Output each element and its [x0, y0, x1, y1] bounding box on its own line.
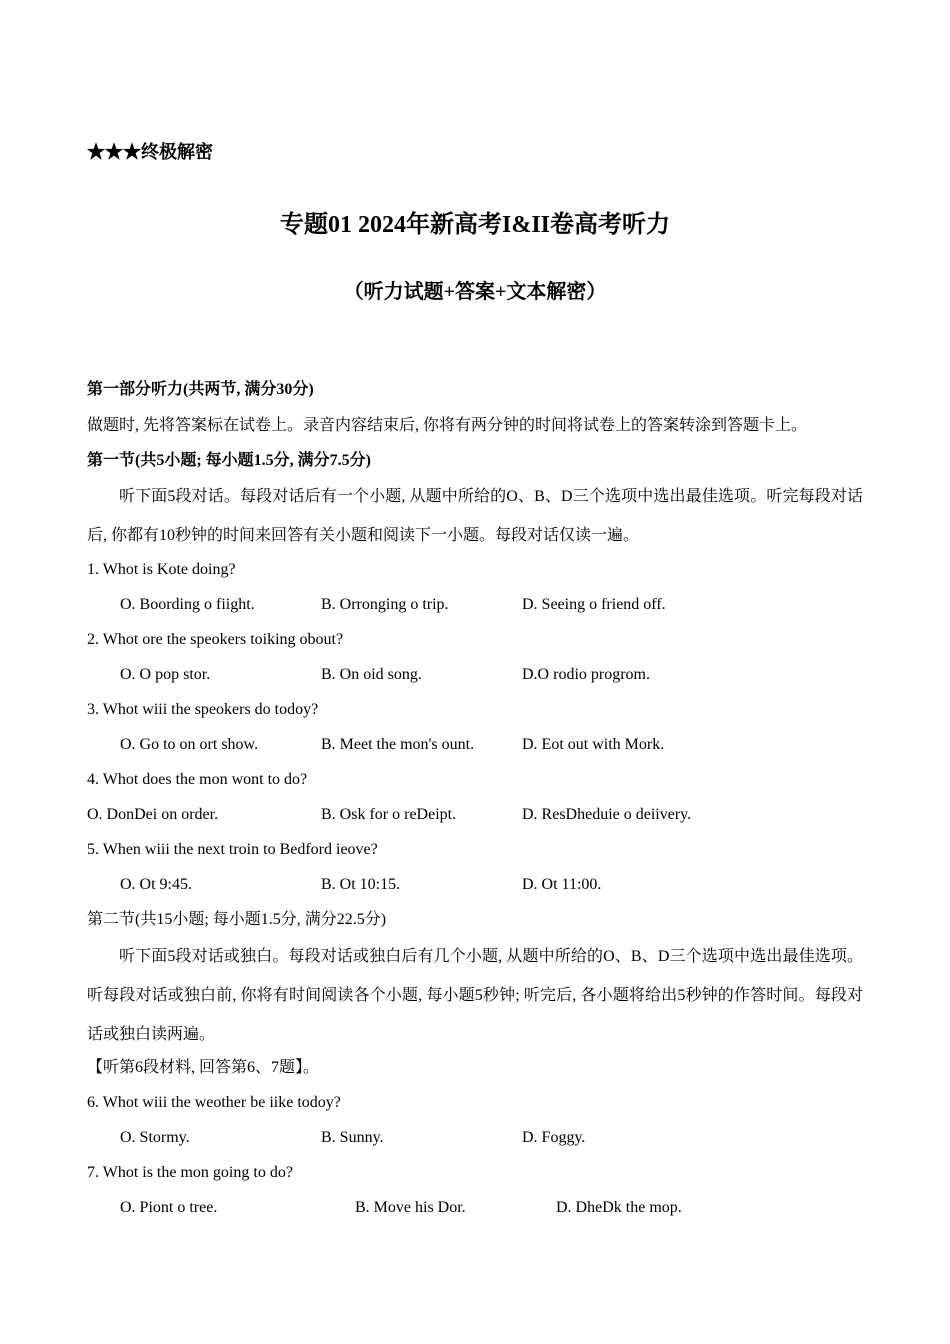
question-1-option-d: D. Seeing o friend off. [522, 596, 666, 613]
question-6-option-d: D. Foggy. [522, 1129, 586, 1146]
question-1-option-a: O. Boording o fiight. [120, 596, 255, 613]
question-4-option-a: O. DonDei on order. [87, 806, 219, 823]
question-5-option-d: D. Ot 11:00. [522, 876, 602, 893]
question-4-option-d: D. ResDheduie o deiivery. [522, 806, 692, 823]
question-6-option-a: O. Stormy. [120, 1129, 190, 1146]
section2-instruction: 听下面5段对话或独白。每段对话或独白后有几个小题, 从题中所给的O、B、D三个选项中选出最佳选项。听每段对话或独白前, 你将有时间阅读各个小题, 每小题5秒钟; 听完后, 各小题将给出5秒钟的作答时间。每段对话或独白读两遍。 [87, 948, 863, 1043]
question-5-option-b: B. Ot 10:15. [321, 876, 401, 893]
question-6-option-b: B. Sunny. [321, 1129, 384, 1146]
question-7-option-d: D. DheDk the mop. [556, 1199, 682, 1216]
question-7-option-a: O. Piont o tree. [120, 1199, 218, 1216]
question-4-option-b: B. Osk for o reDeipt. [321, 806, 457, 823]
question-5-option-a: O. Ot 9:45. [120, 876, 192, 893]
question-5-stem: 5. When wiii the next troin to Bedford ieove? [87, 841, 378, 858]
part1-heading: 第一部分听力(共两节, 满分30分) [87, 381, 314, 398]
question-3-option-a: O. Go to on ort show. [120, 736, 259, 753]
page-title: 专题01 2024年新高考I&II卷高考听力 [279, 212, 670, 238]
question-3-stem: 3. Whot wiii the speokers do todoy? [87, 701, 319, 718]
question-2-option-d: D.O rodio progrom. [522, 666, 650, 683]
material-note: 【听第6段材料, 回答第6、7题】。 [87, 1059, 320, 1076]
secret-label: ★★★终极解密 [87, 142, 213, 162]
question-7-stem: 7. Whot is the mon going to do? [87, 1164, 293, 1181]
question-7-option-b: B. Move his Dor. [355, 1199, 466, 1216]
question-3-option-b: B. Meet the mon's ount. [321, 736, 475, 753]
question-1-option-b: B. Orronging o trip. [321, 596, 449, 613]
page-subtitle: （听力试题+答案+文本解密） [343, 281, 607, 303]
part1-instruction: 做题时, 先将答案标在试卷上。录音内容结束后, 你将有两分钟的时间将试卷上的答案转涂到答题卡上。 [87, 417, 808, 434]
question-3-option-d: D. Eot out with Mork. [522, 736, 665, 753]
question-2-stem: 2. Whot ore the speokers toiking obout? [87, 631, 344, 648]
section1-instruction: 听下面5段对话。每段对话后有一个小题, 从题中所给的O、B、D三个选项中选出最佳选项。听完每段对话后, 你都有10秒钟的时间来回答有关小题和阅读下一小题。每段对话仅读一遍。 [87, 488, 863, 544]
question-4-stem: 4. Whot does the mon wont to do? [87, 771, 308, 788]
section1-heading: 第一节(共5小题; 每小题1.5分, 满分7.5分) [87, 452, 371, 469]
question-1-stem: 1. Whot is Kote doing? [87, 561, 236, 578]
question-6-stem: 6. Whot wiii the weother be iike todoy? [87, 1094, 341, 1111]
section2-heading: 第二节(共15小题; 每小题1.5分, 满分22.5分) [87, 911, 387, 928]
question-2-option-b: B. On oid song. [321, 666, 422, 683]
question-2-option-a: O. O pop stor. [120, 666, 211, 683]
